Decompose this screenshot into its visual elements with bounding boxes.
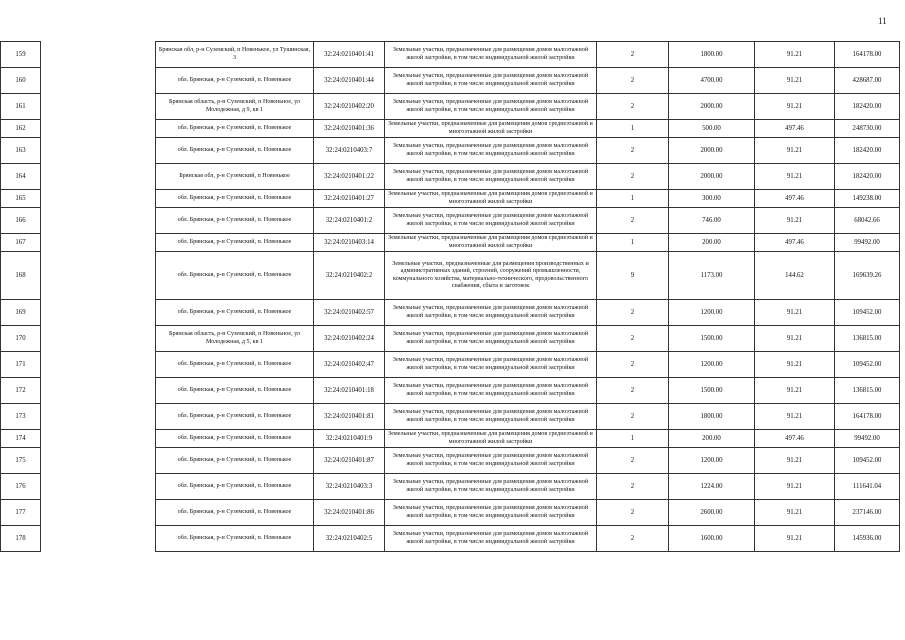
rate-cell: 91.21 bbox=[755, 164, 835, 190]
table-row bbox=[1, 68, 900, 94]
spacer-cell bbox=[41, 448, 156, 474]
table-row bbox=[1, 500, 900, 526]
land-use-cell: Земельные участки, предназначенные для размещения домов малоэтажной жилой застройки, в том числе индивидуальной жилой застройки bbox=[385, 474, 597, 500]
cadastral-value-cell: 182420.00 bbox=[835, 164, 900, 190]
cadastral-number-cell: 32:24:0210402:24 bbox=[314, 326, 385, 352]
cadastral-number-cell: 32:24:0210401:36 bbox=[314, 120, 385, 138]
area-cell: 1600.00 bbox=[669, 526, 755, 552]
land-parcels-table bbox=[0, 41, 900, 552]
table-row bbox=[1, 138, 900, 164]
address-cell: обл. Брянская, р-н Суземский, п. Новенькое bbox=[156, 500, 314, 526]
table-row bbox=[1, 164, 900, 190]
row-number-cell: 171 bbox=[1, 352, 41, 378]
area-cell: 1500.00 bbox=[669, 378, 755, 404]
land-use-cell: Земельные участки, предназначенные для размещения домов среднеэтажной и многоэтажной жилой застройки bbox=[385, 430, 597, 448]
area-cell: 1200.00 bbox=[669, 352, 755, 378]
table-row bbox=[1, 94, 900, 120]
area-cell: 4700.00 bbox=[669, 68, 755, 94]
address-cell: обл. Брянская, р-н Суземский, п. Новенькое bbox=[156, 378, 314, 404]
cadastral-value-cell: 428687.00 bbox=[835, 68, 900, 94]
cadastral-value-cell: 109452.00 bbox=[835, 448, 900, 474]
rate-cell: 497.46 bbox=[755, 234, 835, 252]
land-use-cell: Земельные участки, предназначенные для размещения домов малоэтажной жилой застройки, в том числе индивидуальной жилой застройки bbox=[385, 68, 597, 94]
spacer-cell bbox=[41, 404, 156, 430]
rate-cell: 91.21 bbox=[755, 378, 835, 404]
table-row bbox=[1, 448, 900, 474]
spacer-cell bbox=[41, 300, 156, 326]
spacer-cell bbox=[41, 352, 156, 378]
land-use-cell: Земельные участки, предназначенные для размещения производственных и административных зданий, строений, сооружений промышленности, коммунального хозяйства, материально-технического, продовольственного снабжения, сбыта и заготовок bbox=[385, 252, 597, 300]
address-cell: обл. Брянская, р-н Суземский, п. Новенькое bbox=[156, 526, 314, 552]
area-cell: 1173.00 bbox=[669, 252, 755, 300]
table-row bbox=[1, 474, 900, 500]
table-row bbox=[1, 526, 900, 552]
cadastral-number-cell: 32:24:0210401:81 bbox=[314, 404, 385, 430]
group-cell: 2 bbox=[597, 42, 669, 68]
row-number-cell: 169 bbox=[1, 300, 41, 326]
row-number-cell: 166 bbox=[1, 208, 41, 234]
table-row bbox=[1, 378, 900, 404]
area-cell: 1200.00 bbox=[669, 300, 755, 326]
row-number-cell: 177 bbox=[1, 500, 41, 526]
address-cell: Брянская область, р-н Суземский, п Новеньное, ул Молодежная, д 9, кв 1 bbox=[156, 94, 314, 120]
cadastral-number-cell: 32:24:0210402:20 bbox=[314, 94, 385, 120]
cadastral-value-cell: 99492.00 bbox=[835, 234, 900, 252]
cadastral-number-cell: 32:24:0210401:2 bbox=[314, 208, 385, 234]
cadastral-number-cell: 32:24:0210401:22 bbox=[314, 164, 385, 190]
cadastral-value-cell: 149238.00 bbox=[835, 190, 900, 208]
table-row bbox=[1, 190, 900, 208]
land-parcels-table-wrap bbox=[0, 41, 900, 552]
rate-cell: 91.21 bbox=[755, 404, 835, 430]
cadastral-value-cell: 182420.00 bbox=[835, 138, 900, 164]
cadastral-value-cell: 136815.00 bbox=[835, 326, 900, 352]
address-cell: Брянская область, р-н Суземский, п Новеньное, ул Молодежная, д 5, кв 1 bbox=[156, 326, 314, 352]
group-cell: 2 bbox=[597, 300, 669, 326]
row-number-cell: 173 bbox=[1, 404, 41, 430]
cadastral-value-cell: 136815.00 bbox=[835, 378, 900, 404]
address-cell: обл. Брянская, р-н Суземский, п. Новенькое bbox=[156, 68, 314, 94]
row-number-cell: 162 bbox=[1, 120, 41, 138]
cadastral-number-cell: 32:24:0210401:18 bbox=[314, 378, 385, 404]
area-cell: 500.00 bbox=[669, 120, 755, 138]
cadastral-number-cell: 32:24:0210401:86 bbox=[314, 500, 385, 526]
land-use-cell: Земельные участки, предназначенные для размещения домов среднеэтажной и многоэтажной жилой застройки bbox=[385, 120, 597, 138]
cadastral-number-cell: 32:24:0210402:57 bbox=[314, 300, 385, 326]
rate-cell: 91.21 bbox=[755, 138, 835, 164]
cadastral-number-cell: 32:24:0210403:14 bbox=[314, 234, 385, 252]
group-cell: 2 bbox=[597, 378, 669, 404]
rate-cell: 91.21 bbox=[755, 474, 835, 500]
spacer-cell bbox=[41, 500, 156, 526]
land-use-cell: Земельные участки, предназначенные для размещения домов малоэтажной жилой застройки, в том числе индивидуальной жилой застройки bbox=[385, 164, 597, 190]
table-row bbox=[1, 42, 900, 68]
row-number-cell: 164 bbox=[1, 164, 41, 190]
cadastral-number-cell: 32:24:0210402:5 bbox=[314, 526, 385, 552]
address-cell: обл. Брянская, р-н Суземский, п. Новенькое bbox=[156, 352, 314, 378]
cadastral-number-cell: 32:24:0210401:87 bbox=[314, 448, 385, 474]
rate-cell: 91.21 bbox=[755, 208, 835, 234]
address-cell: обл. Брянская, р-н Суземский, п. Новенькое bbox=[156, 190, 314, 208]
row-number-cell: 159 bbox=[1, 42, 41, 68]
address-cell: Брянская обл, р-н Суземский, п Новенькое bbox=[156, 164, 314, 190]
table-body bbox=[1, 42, 900, 552]
area-cell: 746.00 bbox=[669, 208, 755, 234]
spacer-cell bbox=[41, 252, 156, 300]
land-use-cell: Земельные участки, предназначенные для размещения домов малоэтажной жилой застройки, в том числе индивидуальной жилой застройки bbox=[385, 526, 597, 552]
land-use-cell: Земельные участки, предназначенные для размещения домов малоэтажной жилой застройки, в том числе индивидуальной жилой застройки bbox=[385, 500, 597, 526]
spacer-cell bbox=[41, 120, 156, 138]
address-cell: обл. Брянская, р-н Суземский, п. Новенькое bbox=[156, 138, 314, 164]
rate-cell: 91.21 bbox=[755, 68, 835, 94]
spacer-cell bbox=[41, 164, 156, 190]
table-row bbox=[1, 234, 900, 252]
spacer-cell bbox=[41, 138, 156, 164]
rate-cell: 91.21 bbox=[755, 326, 835, 352]
group-cell: 2 bbox=[597, 448, 669, 474]
row-number-cell: 178 bbox=[1, 526, 41, 552]
table-row bbox=[1, 326, 900, 352]
rate-cell: 91.21 bbox=[755, 500, 835, 526]
address-cell: обл. Брянская, р-н Суземский, п. Новенькое bbox=[156, 208, 314, 234]
area-cell: 300.00 bbox=[669, 190, 755, 208]
cadastral-value-cell: 109452.00 bbox=[835, 352, 900, 378]
land-use-cell: Земельные участки, предназначенные для размещения домов малоэтажной жилой застройки, в том числе индивидуальной жилой застройки bbox=[385, 352, 597, 378]
land-use-cell: Земельные участки, предназначенные для размещения домов малоэтажной жилой застройки, в том числе индивидуальной жилой застройки bbox=[385, 378, 597, 404]
rate-cell: 91.21 bbox=[755, 42, 835, 68]
rate-cell: 91.21 bbox=[755, 94, 835, 120]
cadastral-value-cell: 68042.66 bbox=[835, 208, 900, 234]
group-cell: 2 bbox=[597, 94, 669, 120]
spacer-cell bbox=[41, 326, 156, 352]
address-cell: обл. Брянская, р-н Суземский, п. Новенькое bbox=[156, 234, 314, 252]
cadastral-number-cell: 32:24:0210403:7 bbox=[314, 138, 385, 164]
row-number-cell: 167 bbox=[1, 234, 41, 252]
cadastral-value-cell: 164178.00 bbox=[835, 404, 900, 430]
table-row bbox=[1, 352, 900, 378]
row-number-cell: 174 bbox=[1, 430, 41, 448]
spacer-cell bbox=[41, 430, 156, 448]
table-row bbox=[1, 430, 900, 448]
cadastral-value-cell: 182420.00 bbox=[835, 94, 900, 120]
area-cell: 1224.00 bbox=[669, 474, 755, 500]
area-cell: 1800.00 bbox=[669, 404, 755, 430]
land-use-cell: Земельные участки, предназначенные для размещения домов малоэтажной жилой застройки, в том числе индивидуальной жилой застройки bbox=[385, 404, 597, 430]
spacer-cell bbox=[41, 190, 156, 208]
spacer-cell bbox=[41, 68, 156, 94]
row-number-cell: 168 bbox=[1, 252, 41, 300]
spacer-cell bbox=[41, 526, 156, 552]
group-cell: 2 bbox=[597, 500, 669, 526]
row-number-cell: 161 bbox=[1, 94, 41, 120]
cadastral-value-cell: 109452.00 bbox=[835, 300, 900, 326]
cadastral-number-cell: 32:24:0210401:9 bbox=[314, 430, 385, 448]
area-cell: 2000.00 bbox=[669, 164, 755, 190]
cadastral-number-cell: 32:24:0210402:47 bbox=[314, 352, 385, 378]
table-row bbox=[1, 252, 900, 300]
address-cell: обл. Брянская, р-н Суземский, п. Новенькое bbox=[156, 474, 314, 500]
area-cell: 1200.00 bbox=[669, 448, 755, 474]
land-use-cell: Земельные участки, предназначенные для размещения домов среднеэтажной и многоэтажной жилой застройки bbox=[385, 190, 597, 208]
land-use-cell: Земельные участки, предназначенные для размещения домов малоэтажной жилой застройки, в том числе индивидуальной жилой застройки bbox=[385, 300, 597, 326]
cadastral-number-cell: 32:24:0210402:2 bbox=[314, 252, 385, 300]
area-cell: 2600.00 bbox=[669, 500, 755, 526]
cadastral-value-cell: 145936.00 bbox=[835, 526, 900, 552]
land-use-cell: Земельные участки, предназначенные для размещения домов малоэтажной жилой застройки, в том числе индивидуальной жилой застройки bbox=[385, 42, 597, 68]
land-use-cell: Земельные участки, предназначенные для размещения домов малоэтажной жилой застройки, в том числе индивидуальной жилой застройки bbox=[385, 448, 597, 474]
spacer-cell bbox=[41, 94, 156, 120]
land-use-cell: Земельные участки, предназначенные для размещения домов малоэтажной жилой застройки, в том числе индивидуальной жилой застройки bbox=[385, 94, 597, 120]
land-use-cell: Земельные участки, предназначенные для размещения домов малоэтажной жилой застройки, в том числе индивидуальной жилой застройки bbox=[385, 138, 597, 164]
area-cell: 200.00 bbox=[669, 234, 755, 252]
group-cell: 1 bbox=[597, 234, 669, 252]
rate-cell: 144.62 bbox=[755, 252, 835, 300]
row-number-cell: 165 bbox=[1, 190, 41, 208]
cadastral-value-cell: 237146.00 bbox=[835, 500, 900, 526]
cadastral-value-cell: 99492.00 bbox=[835, 430, 900, 448]
land-use-cell: Земельные участки, предназначенные для размещения домов малоэтажной жилой застройки, в том числе индивидуальной жилой застройки bbox=[385, 208, 597, 234]
area-cell: 1800.00 bbox=[669, 42, 755, 68]
table-row bbox=[1, 120, 900, 138]
rate-cell: 497.46 bbox=[755, 190, 835, 208]
row-number-cell: 160 bbox=[1, 68, 41, 94]
table-row bbox=[1, 300, 900, 326]
group-cell: 1 bbox=[597, 120, 669, 138]
spacer-cell bbox=[41, 474, 156, 500]
group-cell: 1 bbox=[597, 430, 669, 448]
group-cell: 2 bbox=[597, 138, 669, 164]
rate-cell: 497.46 bbox=[755, 430, 835, 448]
cadastral-value-cell: 111641.04 bbox=[835, 474, 900, 500]
cadastral-number-cell: 32:24:0210401:44 bbox=[314, 68, 385, 94]
spacer-cell bbox=[41, 42, 156, 68]
group-cell: 1 bbox=[597, 190, 669, 208]
cadastral-number-cell: 32:24:0210401:41 bbox=[314, 42, 385, 68]
cadastral-number-cell: 32:24:0210401:27 bbox=[314, 190, 385, 208]
cadastral-value-cell: 169639.26 bbox=[835, 252, 900, 300]
area-cell: 2000.00 bbox=[669, 94, 755, 120]
group-cell: 2 bbox=[597, 526, 669, 552]
group-cell: 2 bbox=[597, 68, 669, 94]
rate-cell: 91.21 bbox=[755, 526, 835, 552]
rate-cell: 91.21 bbox=[755, 448, 835, 474]
group-cell: 2 bbox=[597, 164, 669, 190]
cadastral-number-cell: 32:24:0210403:3 bbox=[314, 474, 385, 500]
spacer-cell bbox=[41, 234, 156, 252]
area-cell: 1500.00 bbox=[669, 326, 755, 352]
row-number-cell: 163 bbox=[1, 138, 41, 164]
address-cell: обл. Брянская, р-н Суземский, п. Новенькое bbox=[156, 120, 314, 138]
page-number: 11 bbox=[878, 16, 887, 26]
row-number-cell: 175 bbox=[1, 448, 41, 474]
group-cell: 2 bbox=[597, 404, 669, 430]
cadastral-value-cell: 164178.00 bbox=[835, 42, 900, 68]
row-number-cell: 170 bbox=[1, 326, 41, 352]
group-cell: 2 bbox=[597, 474, 669, 500]
rate-cell: 91.21 bbox=[755, 352, 835, 378]
area-cell: 200.00 bbox=[669, 430, 755, 448]
address-cell: обл. Брянская, р-н Суземский, п. Новенькое bbox=[156, 252, 314, 300]
address-cell: Брянская обл, р-н Суземский, п Новенькое, ул Тушинская, 3 bbox=[156, 42, 314, 68]
group-cell: 2 bbox=[597, 352, 669, 378]
address-cell: обл. Брянская, р-н Суземский, п. Новенькое bbox=[156, 404, 314, 430]
address-cell: обл. Брянская, р-н Суземский, п. Новенькое bbox=[156, 448, 314, 474]
table-row bbox=[1, 404, 900, 430]
area-cell: 2000.00 bbox=[669, 138, 755, 164]
address-cell: обл. Брянская, р-н Суземский, п. Новенькое bbox=[156, 430, 314, 448]
group-cell: 2 bbox=[597, 208, 669, 234]
address-cell: обл. Брянская, р-н Суземский, п. Новенькое bbox=[156, 300, 314, 326]
row-number-cell: 176 bbox=[1, 474, 41, 500]
rate-cell: 91.21 bbox=[755, 300, 835, 326]
row-number-cell: 172 bbox=[1, 378, 41, 404]
rate-cell: 497.46 bbox=[755, 120, 835, 138]
land-use-cell: Земельные участки, предназначенные для размещения домов среднеэтажной и многоэтажной жилой застройки bbox=[385, 234, 597, 252]
spacer-cell bbox=[41, 208, 156, 234]
land-use-cell: Земельные участки, предназначенные для размещения домов малоэтажной жилой застройки, в том числе индивидуальной жилой застройки bbox=[385, 326, 597, 352]
cadastral-value-cell: 248730.00 bbox=[835, 120, 900, 138]
group-cell: 2 bbox=[597, 326, 669, 352]
group-cell: 9 bbox=[597, 252, 669, 300]
table-row bbox=[1, 208, 900, 234]
spacer-cell bbox=[41, 378, 156, 404]
